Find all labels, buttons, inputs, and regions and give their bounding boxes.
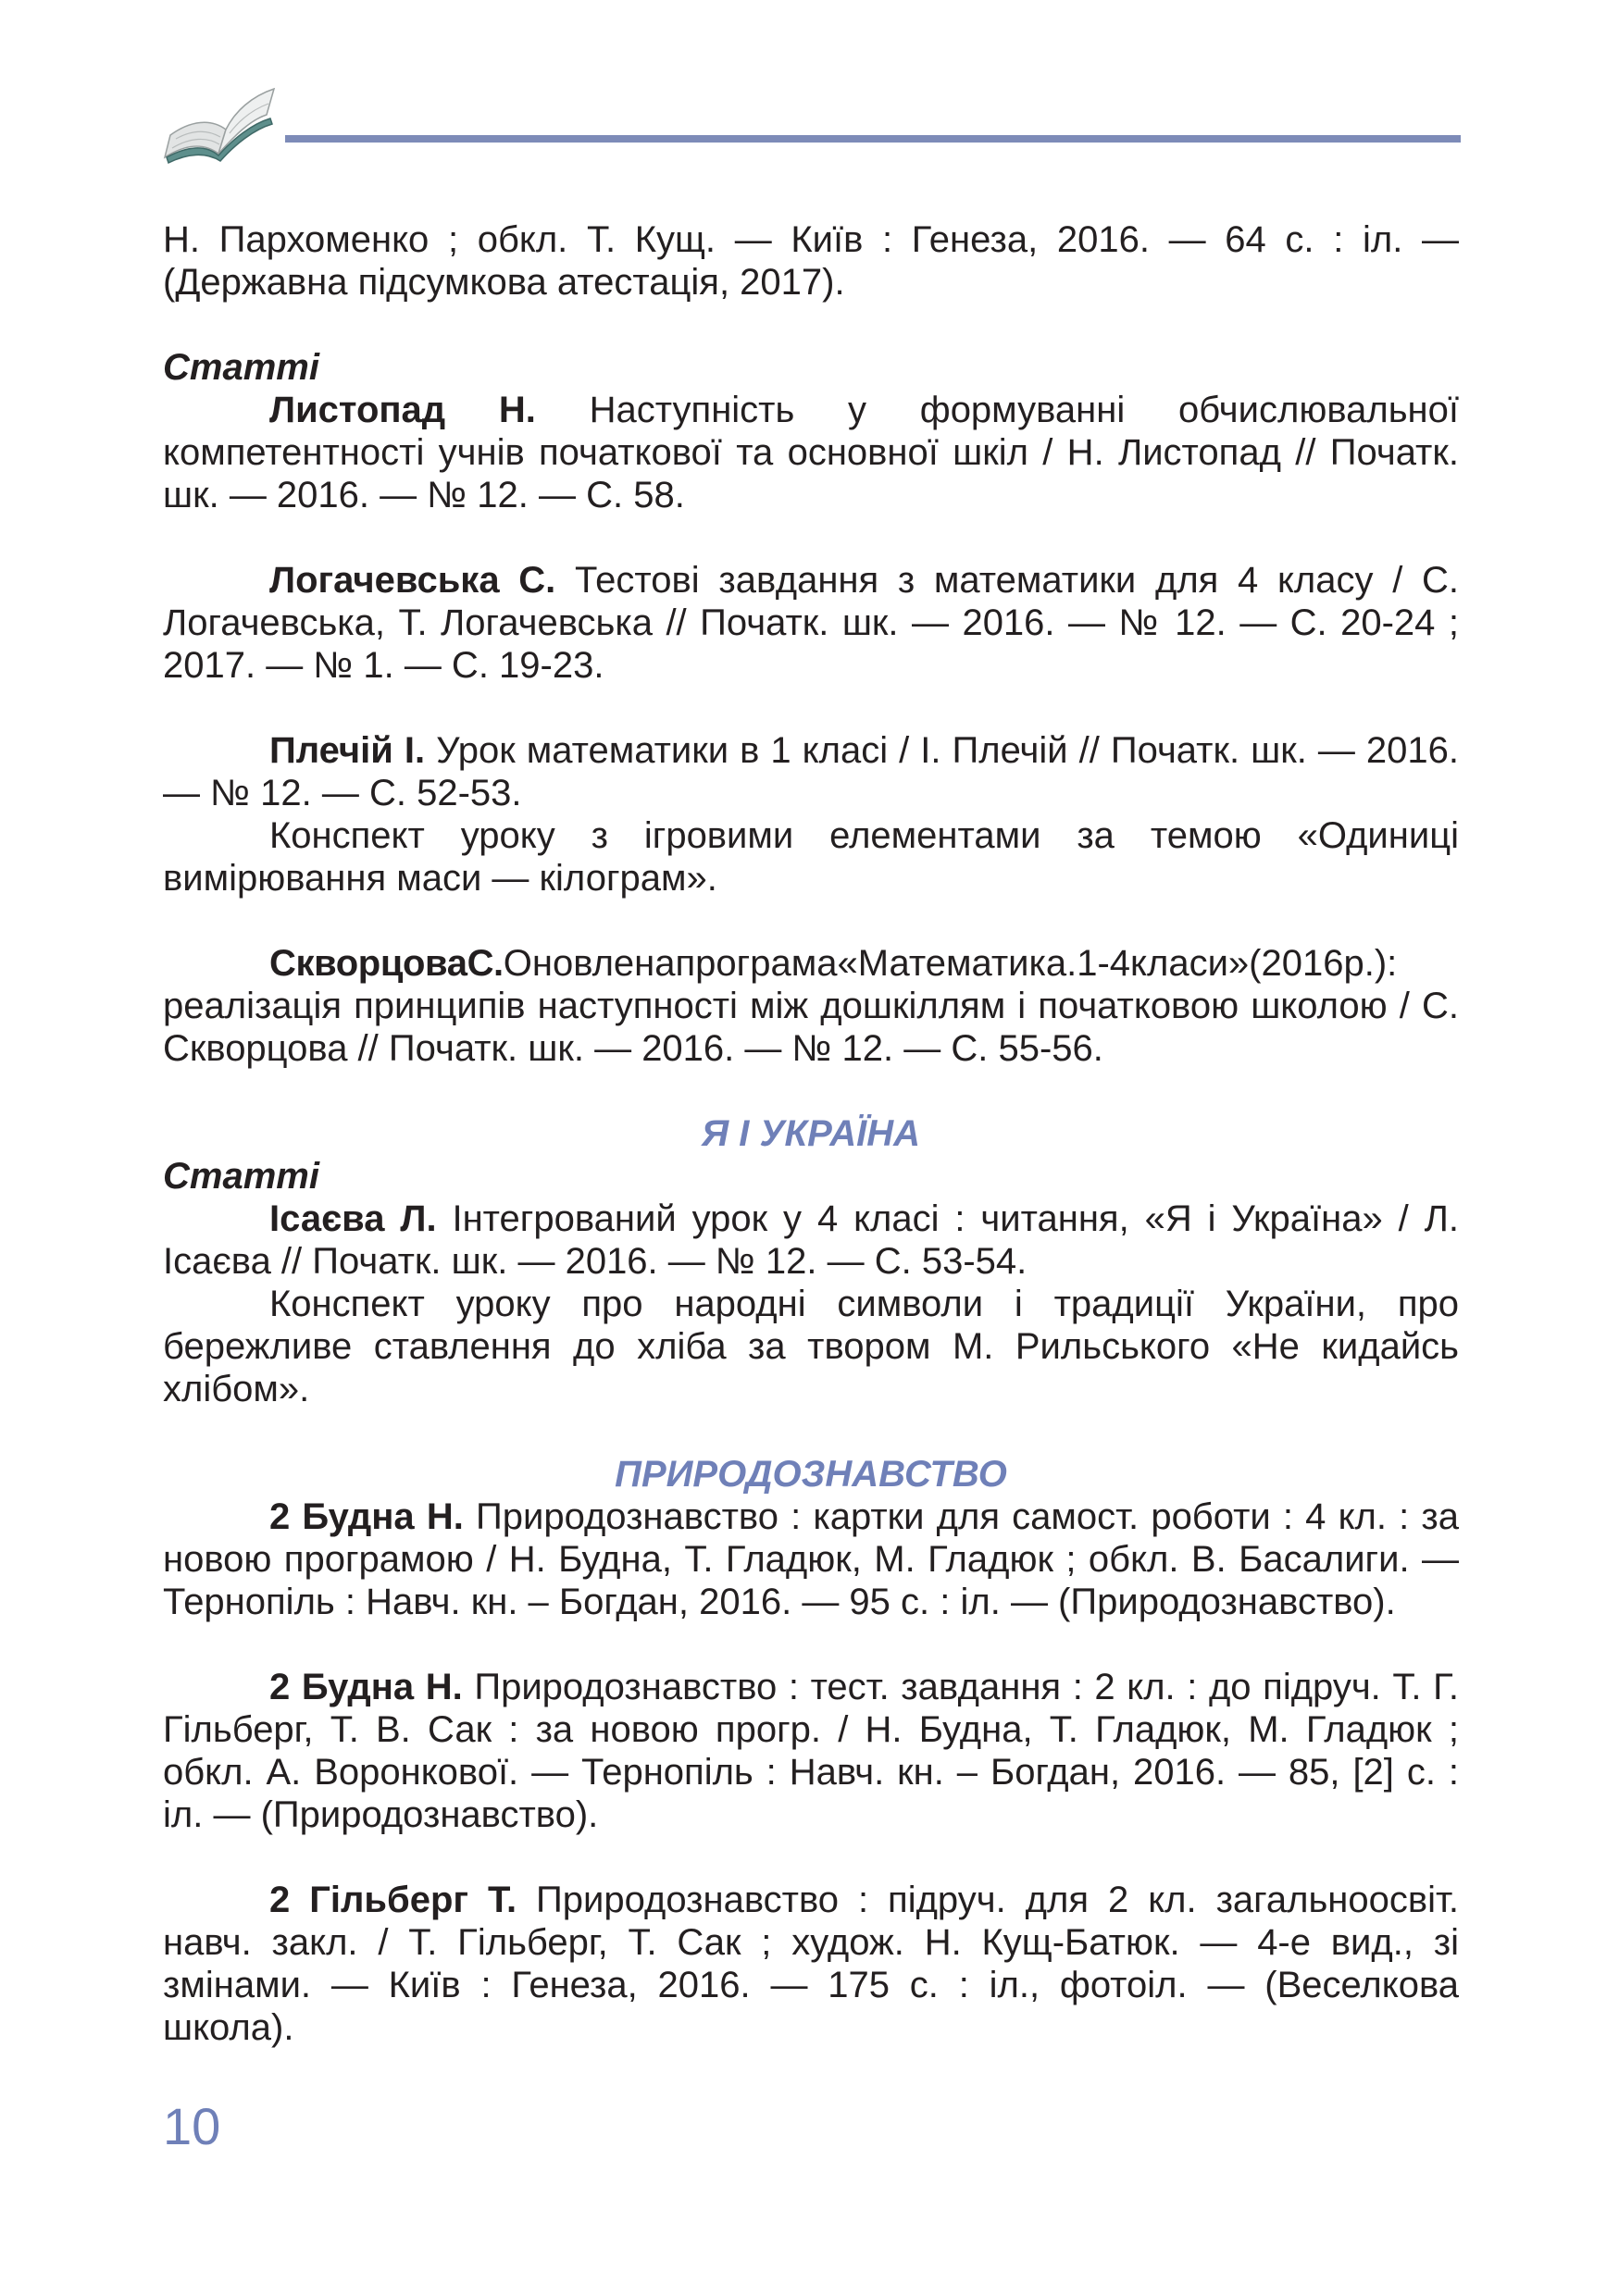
bib-entry <box>163 389 1459 516</box>
entry-author: Логачевська С. <box>269 560 556 601</box>
articles-heading: Статті <box>163 347 319 388</box>
section-heading: Я І УКРАЇНА <box>701 1113 921 1154</box>
entry-text: Наступність у формуванні обчислювальної компетентності учнів початкової та основної шкіл / Н. Листопад // Початк. шк. — 2016. — № 12. — С. 58. <box>163 390 1459 515</box>
entry-author: 2 Гільберг Т. <box>269 1880 517 1920</box>
entry-annotation: Конспект уроку про народні символи і традиції України, про бережливе ставлення до хліба за твором М. Рильського «Не кидайсь хлібом». <box>163 1284 1459 1409</box>
entry-author: Плечій І. <box>269 730 426 771</box>
entry-author: 2 Будна Н. <box>269 1667 463 1707</box>
entry-text: Природознавство : підруч. для 2 кл. загальноосвіт. навч. закл. / Т. Гільберг, Т. Сак ; худож. Н. Кущ-Батюк. — 4-е вид., зі змінами. — Київ : Генеза, 2016. — 175 с. : іл., фотоіл. — (Веселкова школа). <box>163 1880 1460 2048</box>
entry-author: 2 Будна Н. <box>269 1496 464 1537</box>
entry-author: Листопад Н. <box>269 390 536 430</box>
entry-text: Інтегрований урок у 4 класі : читання, «Я і Україна» / Л. Ісаєва // Початк. шк. — 2016. — № 12. — С. 53-54. <box>163 1198 1459 1282</box>
articles-heading: Статті <box>163 1156 319 1197</box>
entry-annotation: Конспект уроку з ігровими елементами за темою «Одиниці вимірювання маси — кілограм». <box>163 815 1459 899</box>
header-rule <box>285 135 1461 143</box>
entry-text: Тестові завдання з математики для 4 класу / С. Логачевська, Т. Логачевська // Початк. шк. — 2016. — № 12. — С. 20-24 ; 2017. — № 1. — С. 19-23. <box>163 560 1460 686</box>
page-number: 10 <box>163 2097 221 2155</box>
entry-author: Ісаєва Л. <box>269 1198 437 1239</box>
entry-text: Природознавство : картки для самост. роботи : 4 кл. : за новою програмою / Н. Будна, Т. Гладюк, М. Гладюк ; обкл. В. Басалиги. — Тернопіль : Навч. кн. – Богдан, 2016. — 95 с. : іл. — (Природознавство). <box>163 1496 1459 1622</box>
bib-entry <box>163 1198 1459 1283</box>
entry-text: Урок математики в 1 класі / І. Плечій // Початк. шк. — 2016. — № 12. — С. 52-53. <box>163 730 1459 813</box>
page-content <box>163 218 1459 2049</box>
section-heading: ПРИРОДОЗНАВСТВО <box>615 1454 1007 1495</box>
open-book-icon <box>163 78 278 167</box>
bib-entry <box>163 559 1459 687</box>
entry-text: Оновленапрограма«Математика.1-4класи»(2016р.): реалізація принципів наступності між дошкіллям і початковою школою / С. Скворцова // Початк. шк. — 2016. — № 12. — С. 55-56. <box>163 943 1459 1069</box>
bib-entry <box>163 1666 1459 1836</box>
entry-author: СкворцоваС. <box>269 943 504 984</box>
bib-entry <box>163 942 1459 1070</box>
intro-text: Н. Пархоменко ; обкл. Т. Кущ. — Київ : Генеза, 2016. — 64 с. : іл. — (Державна підсумкова атестація, 2017). <box>163 219 1459 303</box>
bib-entry <box>163 1879 1459 2049</box>
bib-entry <box>163 1496 1459 1623</box>
bib-entry <box>163 729 1459 814</box>
entry-text: Природознавство : тест. завдання : 2 кл. : до підруч. Т. Г. Гільберг, Т. В. Сак : за новою прогр. / Н. Будна, Т. Гладюк, М. Гладюк ; обкл. А. Воронкової. — Тернопіль : Навч. кн. – Богдан, 2016. — 85, [2] с. : іл. — (Природознавство). <box>163 1667 1459 1835</box>
